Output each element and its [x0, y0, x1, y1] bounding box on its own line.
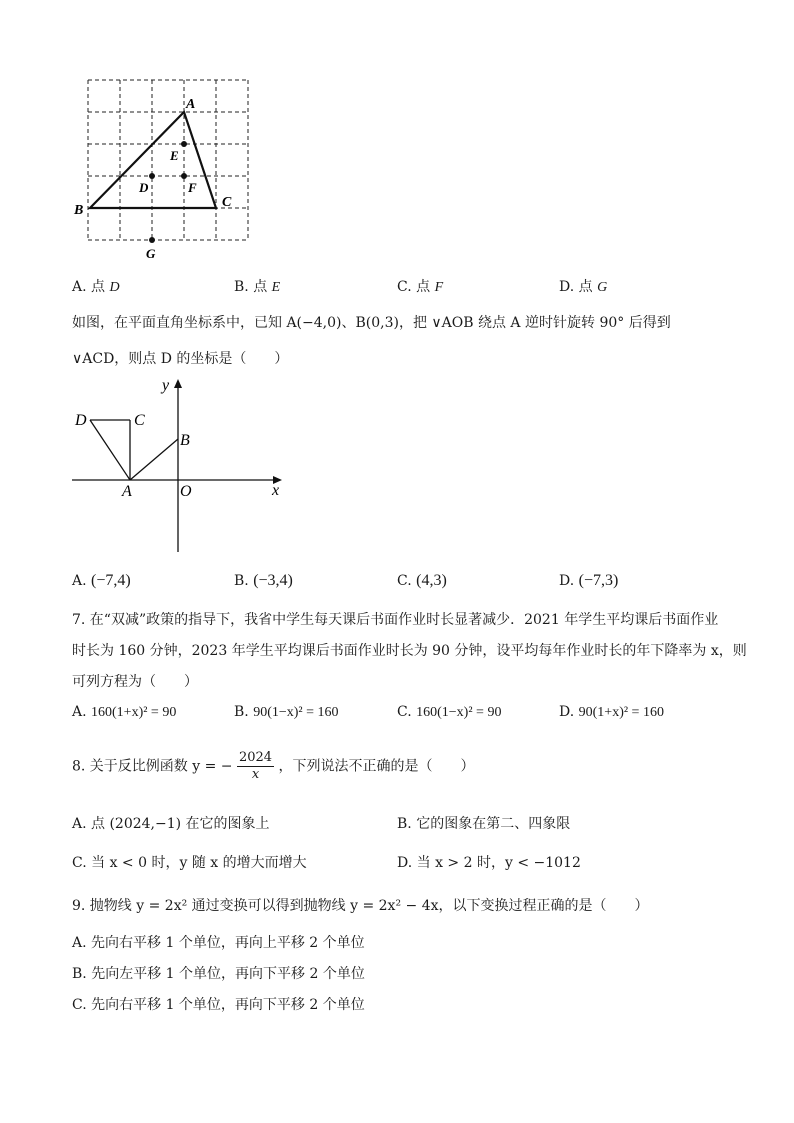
option-text: 点 [253, 279, 268, 295]
q5-grid-figure [70, 72, 260, 262]
triangle-abc [90, 112, 216, 208]
option-letter: B. [72, 966, 87, 982]
q7-option-b[interactable] [234, 704, 339, 721]
option-letter: C. [72, 855, 87, 871]
q5-option-c[interactable] [397, 276, 443, 296]
option-letter: A. [72, 935, 87, 951]
grid-lines [88, 80, 248, 240]
q8-option-b[interactable] [397, 813, 570, 833]
label-c: C [222, 195, 232, 210]
q6-stem-line-1: 如图，在平面直角坐标系中，已知 A(−4,0)、B(0,3)，把 ∨AOB 绕点 A 逆时针旋转 90° 后得到 [72, 315, 671, 331]
q5-option-d[interactable] [559, 276, 607, 296]
option-letter: C. [397, 279, 412, 295]
option-letter: A. [72, 816, 87, 832]
option-letter: C. [397, 573, 412, 589]
label-b: B [74, 203, 84, 218]
option-text: 点 (2024,−1) 在它的图象上 [91, 816, 270, 832]
option-text: 先向右平移 1 个单位，再向下平移 2 个单位 [91, 997, 365, 1013]
q6-option-a[interactable] [72, 572, 131, 590]
option-letter: D. [559, 704, 575, 720]
q7-stem-line-2: 时长为 160 分钟，2023 年学生平均课后书面作业时长为 90 分钟，设平均每年作业时长的年下降率为 x，则 [72, 643, 747, 659]
fraction-numerator: 2024 [238, 750, 273, 765]
option-letter: B. [397, 816, 412, 832]
q6-option-c[interactable] [397, 572, 447, 590]
option-text: 160(1−x)² = 90 [416, 705, 502, 720]
point-f [181, 173, 187, 179]
label-e: E [170, 148, 179, 163]
segment-ad [90, 420, 130, 480]
q6-option-b[interactable] [234, 572, 293, 590]
point-d [149, 173, 155, 179]
option-text: 90(1+x)² = 160 [578, 705, 664, 720]
q8-stem-suffix: ，下列说法不正确的是（ ） [278, 758, 475, 775]
q9-option-c[interactable] [72, 994, 365, 1014]
option-text: (−7,4) [91, 572, 131, 589]
label-d: D [75, 412, 87, 429]
point-g [149, 237, 155, 243]
label-f: F [188, 180, 197, 195]
option-letter: B. [234, 573, 249, 589]
label-a: A [186, 97, 196, 112]
q7-stem-line-1: 7. 在“双减”政策的指导下，我省中学生每天课后书面作业时长显著减少．2021 年学生平均课后书面作业 [72, 612, 719, 628]
label-g: G [146, 246, 156, 261]
label-x: x [272, 482, 280, 499]
q8-option-c[interactable] [72, 852, 307, 872]
q8-option-a[interactable] [72, 813, 270, 833]
segment-ab [130, 439, 178, 480]
y-axis-arrow [174, 379, 182, 388]
label-o: O [180, 483, 192, 500]
option-text: 160(1+x)² = 90 [91, 705, 177, 720]
option-text: 当 x < 0 时，y 随 x 的增大而增大 [91, 855, 307, 871]
q7-option-c[interactable] [397, 704, 501, 721]
fraction-denominator: x [251, 767, 260, 782]
q8-option-d[interactable] [397, 852, 581, 872]
option-var: D [109, 280, 120, 295]
option-text: 点 [91, 279, 106, 295]
q9-option-a[interactable] [72, 932, 365, 952]
option-text: 点 [416, 279, 431, 295]
option-var: G [597, 280, 608, 295]
option-letter: C. [72, 997, 87, 1013]
q9-option-b[interactable] [72, 963, 365, 983]
option-text: (4,3) [416, 572, 447, 589]
q7-option-a[interactable] [72, 704, 176, 721]
option-letter: D. [397, 855, 413, 871]
q6-option-d[interactable] [559, 572, 618, 590]
q8-fraction [237, 750, 274, 783]
option-letter: D. [559, 279, 575, 295]
option-letter: A. [72, 573, 87, 589]
option-text: 它的图象在第二、四象限 [416, 816, 571, 832]
q6-coordinate-figure [70, 374, 290, 556]
label-b: B [180, 432, 190, 449]
q5-option-b[interactable] [234, 276, 280, 296]
q6-stem-line-2: ∨ACD，则点 D 的坐标是（ ） [72, 351, 289, 367]
option-var: F [434, 280, 444, 295]
option-text: 点 [578, 279, 593, 295]
option-var: E [271, 280, 281, 295]
option-text: 当 x > 2 时，y < −1012 [416, 855, 581, 871]
option-letter: D. [559, 573, 575, 589]
label-c: C [134, 412, 145, 429]
option-letter: C. [397, 704, 412, 720]
option-letter: A. [72, 704, 87, 720]
label-d: D [139, 180, 149, 195]
label-a: A [122, 483, 132, 500]
q8-stem-prefix: 8. 关于反比例函数 y = − [72, 758, 233, 775]
point-e [181, 141, 187, 147]
option-letter: A. [72, 279, 87, 295]
q5-option-a[interactable] [72, 276, 120, 296]
option-text: 先向左平移 1 个单位，再向下平移 2 个单位 [91, 966, 365, 982]
option-text: 90(1−x)² = 160 [253, 705, 339, 720]
q9-stem: 9. 抛物线 y = 2x² 通过变换可以得到抛物线 y = 2x² − 4x，以下变换过程正确的是（ ） [72, 898, 649, 914]
label-y: y [162, 377, 170, 394]
option-text: (−7,3) [578, 572, 619, 589]
option-letter: B. [234, 704, 249, 720]
option-letter: B. [234, 279, 249, 295]
q7-option-d[interactable] [559, 704, 664, 721]
q7-stem-line-3: 可列方程为（ ） [72, 674, 198, 690]
option-text: (−3,4) [253, 572, 293, 589]
option-text: 先向右平移 1 个单位，再向上平移 2 个单位 [91, 935, 365, 951]
q8-stem [72, 750, 475, 783]
